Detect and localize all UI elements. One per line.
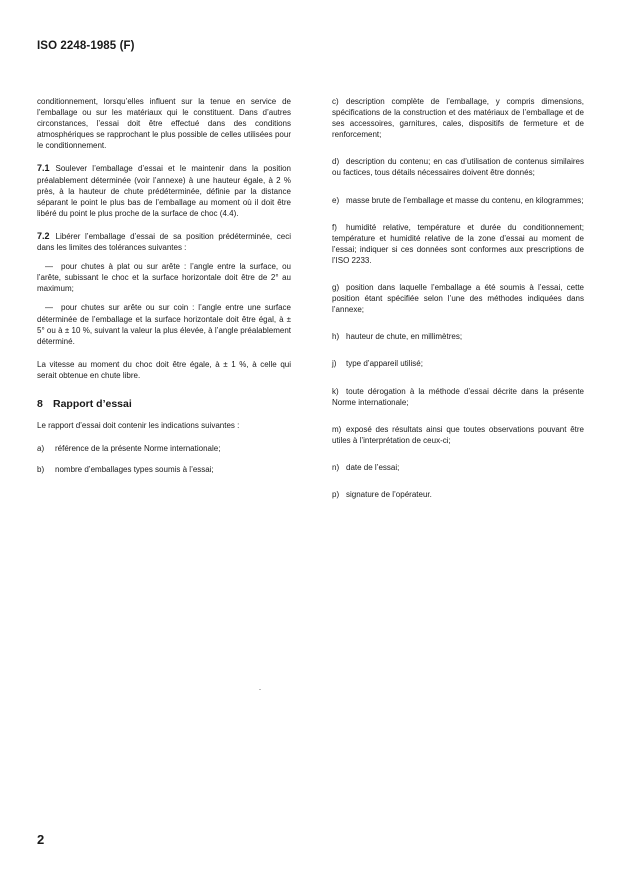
item-label: f) xyxy=(332,222,337,232)
scan-speck xyxy=(259,689,261,690)
item-label: n) xyxy=(332,462,340,472)
item-label: m) xyxy=(332,424,342,434)
tolerance-text: pour chutes sur arête ou sur coin : l’angle entre une surface déterminée de l’emballage et la surface horizontale doit être égal, à ± 5° ou à ± 10 %, suivant la valeur la plus élevée, à l’angle préalablement déterminé. xyxy=(37,303,291,346)
list-item xyxy=(332,462,584,473)
item-text: description du contenu; en cas d’utilisation de contenus similaires ou factices, tous détails nécessaires doivent être donnés; xyxy=(332,157,584,178)
list-item xyxy=(332,156,584,178)
item-text: type d’appareil utilisé; xyxy=(346,359,423,369)
clause-number: 7.2 xyxy=(37,230,50,241)
clause-text: Soulever l’emballage d’essai et le maintenir dans la position préalablement déterminée (voir l’annexe) à une hauteur égale, à 2 % près, à la hauteur de chute prédéterminée, définie par la distance séparant le point le plus bas de l’emballage au moment où il doit être libéré du point le plus proche de la surface de choc (4.4). xyxy=(37,164,291,218)
item-label: a) xyxy=(37,444,45,454)
item-text: humidité relative, température et durée du conditionnement; température et humidité relative de la zone d’essai au moment de l’essai; indiquer si ces données sont conformes aux prescriptions de l’ISO 2233. xyxy=(332,222,584,265)
list-item xyxy=(332,222,584,266)
item-label: g) xyxy=(332,283,340,293)
report-intro: Le rapport d’essai doit contenir les indications suivantes : xyxy=(37,421,240,431)
page-number: 2 xyxy=(37,832,45,847)
item-label: e) xyxy=(332,195,340,205)
dash-mark: — xyxy=(45,262,53,272)
item-label: h) xyxy=(332,332,340,342)
list-item xyxy=(332,195,584,206)
item-text: masse brute de l’emballage et masse du contenu, en kilogrammes; xyxy=(346,195,584,205)
item-label: d) xyxy=(332,157,340,167)
clause-7-2 xyxy=(37,231,291,253)
tolerance-item-flat xyxy=(37,261,291,294)
section-number: 8 xyxy=(37,397,43,410)
item-label: p) xyxy=(332,489,340,499)
item-label: j) xyxy=(332,359,337,369)
velocity-paragraph: La vitesse au moment du choc doit être égale, à ± 1 %, à celle qui serait obtenue en chute libre. xyxy=(37,359,291,380)
list-item xyxy=(332,424,584,446)
list-item xyxy=(332,282,584,315)
item-text: toute dérogation à la méthode d’essai décrite dans la présente Norme internationale; xyxy=(332,386,584,407)
item-text: signature de l’opérateur. xyxy=(346,489,432,499)
item-label: b) xyxy=(37,465,45,475)
clause-text: Libérer l’emballage d’essai de sa position prédéterminée, ceci dans les limites des tolérances suivantes : xyxy=(37,231,291,253)
section-heading: Rapport d’essai xyxy=(53,397,132,410)
item-text: date de l’essai; xyxy=(346,462,400,472)
item-text: description complète de l’emballage, y compris dimensions, spécifications de la construction et des matériaux de l’emballage et de ses accessoires, garnitures, cales, dispositifs de fermeture et de renforcement; xyxy=(332,97,584,140)
section-8-title xyxy=(37,399,291,410)
item-label: c) xyxy=(332,97,339,106)
item-text: nombre d’emballages types soumis à l’essai; xyxy=(55,465,214,475)
item-text: référence de la présente Norme internationale; xyxy=(55,444,221,454)
right-column xyxy=(332,96,584,516)
item-label: k) xyxy=(332,386,339,396)
list-item xyxy=(332,331,584,342)
left-column xyxy=(37,96,291,485)
dash-mark: — xyxy=(45,303,53,313)
item-text: hauteur de chute, en millimètres; xyxy=(346,332,463,342)
clause-7-1 xyxy=(37,163,291,218)
list-item xyxy=(332,96,584,140)
item-text: exposé des résultats ainsi que toutes observations pouvant être utiles à l’interprétation de ceux-ci; xyxy=(332,424,584,445)
item-text: position dans laquelle l’emballage a été soumis à l’essai, cette position étant spécifiée selon l’une des méthodes indiquées dans l’annexe; xyxy=(332,283,584,315)
list-item xyxy=(332,386,584,408)
list-item xyxy=(332,489,584,500)
list-item xyxy=(37,443,291,454)
intro-paragraph: conditionnement, lorsqu’elles influent sur la tenue en service de l’emballage ou sur les matériaux qui le constituent. Dans d’autres circonstances, l’essai doit être effectué dans des conditions atmosphériques se rapprochant le plus possible de celles utilisées pour le conditionnement. xyxy=(37,97,291,151)
list-item xyxy=(37,464,291,475)
list-item xyxy=(332,358,584,369)
document-header: ISO 2248-1985 (F) xyxy=(37,40,135,52)
tolerance-item-edge xyxy=(37,302,291,346)
tolerance-text: pour chutes à plat ou sur arête : l’angle entre la surface, ou l’arête, subissant le choc et la surface horizontale doit être de 2° au maximum; xyxy=(37,262,291,294)
clause-number: 7.1 xyxy=(37,163,50,174)
